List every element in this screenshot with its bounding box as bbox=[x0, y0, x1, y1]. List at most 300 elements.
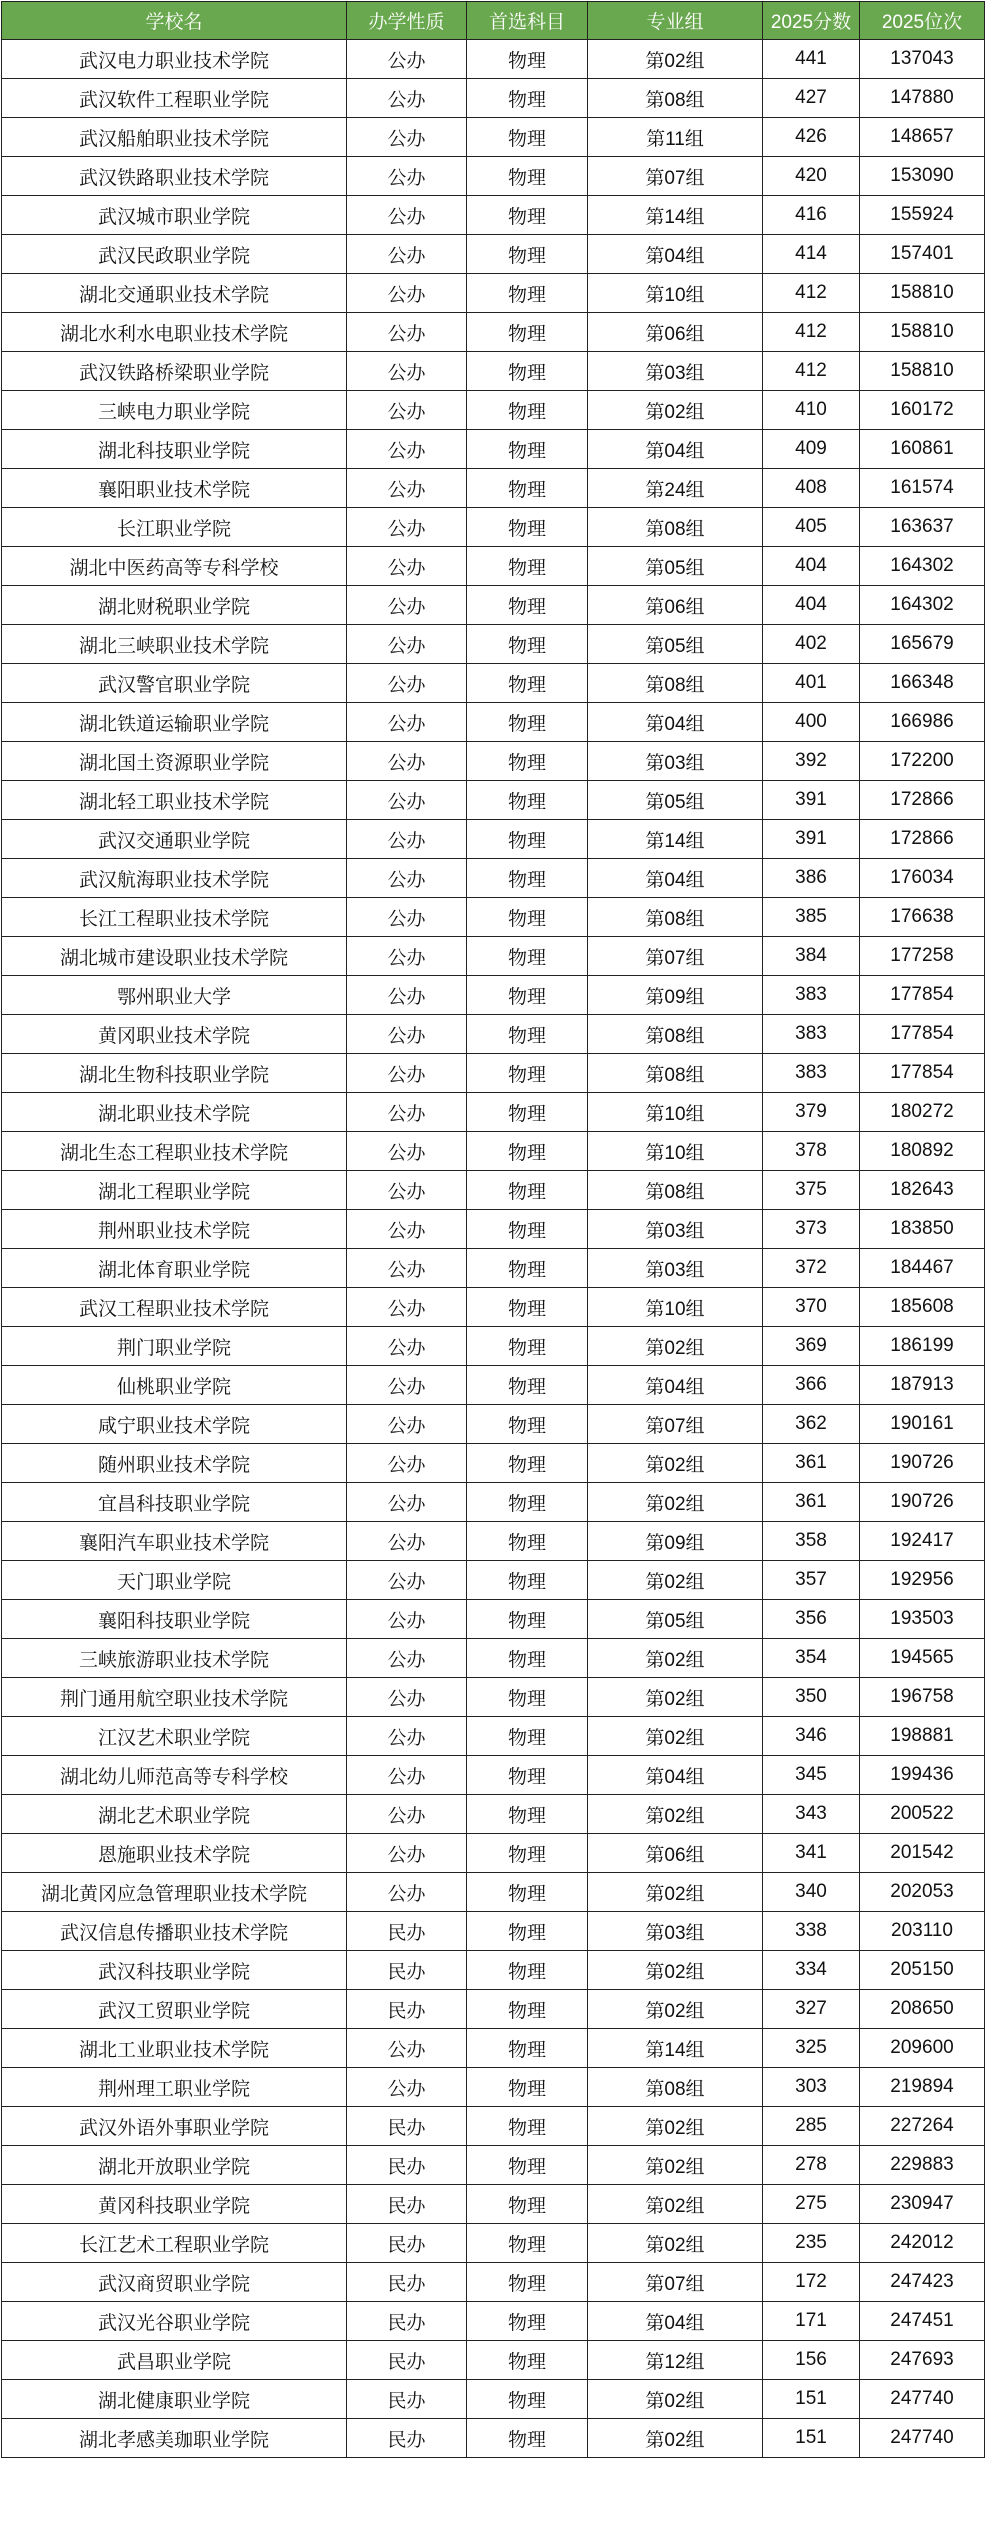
school-name-cell: 三峡旅游职业技术学院 bbox=[2, 1639, 347, 1678]
subject-cell: 物理 bbox=[467, 976, 588, 1015]
school-type-cell: 公办 bbox=[347, 1132, 467, 1171]
rank-cell: 229883 bbox=[860, 2146, 985, 2185]
score-cell: 346 bbox=[763, 1717, 860, 1756]
school-name-cell: 荆州职业技术学院 bbox=[2, 1210, 347, 1249]
major-group-cell: 第07组 bbox=[588, 1405, 763, 1444]
rank-cell: 177854 bbox=[860, 1054, 985, 1093]
major-group-cell: 第02组 bbox=[588, 2380, 763, 2419]
school-name-cell: 湖北工业职业技术学院 bbox=[2, 2029, 347, 2068]
major-group-cell: 第08组 bbox=[588, 2068, 763, 2107]
table-row bbox=[2, 2185, 985, 2224]
major-group-cell: 第02组 bbox=[588, 1561, 763, 1600]
school-type-cell: 公办 bbox=[347, 196, 467, 235]
major-group-cell: 第08组 bbox=[588, 508, 763, 547]
table-row bbox=[2, 1249, 985, 1288]
school-type-cell: 公办 bbox=[347, 1522, 467, 1561]
school-type-cell: 公办 bbox=[347, 2029, 467, 2068]
table-row bbox=[2, 1600, 985, 1639]
school-name-cell: 襄阳科技职业学院 bbox=[2, 1600, 347, 1639]
score-cell: 408 bbox=[763, 469, 860, 508]
subject-cell: 物理 bbox=[467, 937, 588, 976]
table-row bbox=[2, 2341, 985, 2380]
table-row bbox=[2, 391, 985, 430]
table-row bbox=[2, 430, 985, 469]
major-group-cell: 第05组 bbox=[588, 1600, 763, 1639]
table-row bbox=[2, 1132, 985, 1171]
subject-cell: 物理 bbox=[467, 1873, 588, 1912]
table-header-row bbox=[2, 2, 985, 40]
subject-cell: 物理 bbox=[467, 1132, 588, 1171]
school-name-cell: 三峡电力职业学院 bbox=[2, 391, 347, 430]
table-row bbox=[2, 859, 985, 898]
rank-cell: 205150 bbox=[860, 1951, 985, 1990]
table-row bbox=[2, 1327, 985, 1366]
rank-cell: 148657 bbox=[860, 118, 985, 157]
major-group-cell: 第11组 bbox=[588, 118, 763, 157]
major-group-cell: 第04组 bbox=[588, 703, 763, 742]
school-type-cell: 民办 bbox=[347, 2107, 467, 2146]
school-type-cell: 公办 bbox=[347, 1249, 467, 1288]
subject-cell: 物理 bbox=[467, 2419, 588, 2458]
major-group-cell: 第08组 bbox=[588, 1171, 763, 1210]
school-name-cell: 武汉警官职业学院 bbox=[2, 664, 347, 703]
table-row bbox=[2, 352, 985, 391]
school-type-cell: 公办 bbox=[347, 742, 467, 781]
rank-cell: 153090 bbox=[860, 157, 985, 196]
major-group-cell: 第02组 bbox=[588, 2146, 763, 2185]
score-cell: 441 bbox=[763, 40, 860, 79]
school-type-cell: 公办 bbox=[347, 898, 467, 937]
table-body bbox=[2, 40, 985, 2458]
school-type-cell: 公办 bbox=[347, 313, 467, 352]
major-group-cell: 第02组 bbox=[588, 1327, 763, 1366]
rank-cell: 177854 bbox=[860, 1015, 985, 1054]
school-name-cell: 襄阳汽车职业技术学院 bbox=[2, 1522, 347, 1561]
major-group-cell: 第02组 bbox=[588, 2224, 763, 2263]
school-name-cell: 湖北职业技术学院 bbox=[2, 1093, 347, 1132]
score-cell: 356 bbox=[763, 1600, 860, 1639]
school-type-cell: 民办 bbox=[347, 2224, 467, 2263]
table-row bbox=[2, 1522, 985, 1561]
header-rank: 2025位次 bbox=[860, 2, 985, 40]
subject-cell: 物理 bbox=[467, 1951, 588, 1990]
rank-cell: 192417 bbox=[860, 1522, 985, 1561]
score-cell: 402 bbox=[763, 625, 860, 664]
table-row bbox=[2, 1639, 985, 1678]
school-type-cell: 公办 bbox=[347, 1678, 467, 1717]
school-type-cell: 公办 bbox=[347, 1834, 467, 1873]
school-name-cell: 湖北水利水电职业技术学院 bbox=[2, 313, 347, 352]
school-type-cell: 公办 bbox=[347, 1366, 467, 1405]
school-type-cell: 公办 bbox=[347, 976, 467, 1015]
school-type-cell: 公办 bbox=[347, 820, 467, 859]
major-group-cell: 第03组 bbox=[588, 1210, 763, 1249]
major-group-cell: 第10组 bbox=[588, 1093, 763, 1132]
school-type-cell: 公办 bbox=[347, 586, 467, 625]
score-cell: 410 bbox=[763, 391, 860, 430]
major-group-cell: 第04组 bbox=[588, 859, 763, 898]
score-cell: 361 bbox=[763, 1483, 860, 1522]
score-cell: 357 bbox=[763, 1561, 860, 1600]
rank-cell: 158810 bbox=[860, 352, 985, 391]
major-group-cell: 第07组 bbox=[588, 157, 763, 196]
score-cell: 426 bbox=[763, 118, 860, 157]
subject-cell: 物理 bbox=[467, 430, 588, 469]
major-group-cell: 第02组 bbox=[588, 391, 763, 430]
school-name-cell: 湖北科技职业学院 bbox=[2, 430, 347, 469]
table-row bbox=[2, 1405, 985, 1444]
school-name-cell: 湖北艺术职业学院 bbox=[2, 1795, 347, 1834]
table-row bbox=[2, 1717, 985, 1756]
school-type-cell: 公办 bbox=[347, 430, 467, 469]
school-type-cell: 民办 bbox=[347, 2146, 467, 2185]
rank-cell: 177854 bbox=[860, 976, 985, 1015]
table-row bbox=[2, 976, 985, 1015]
school-type-cell: 民办 bbox=[347, 2341, 467, 2380]
table-row bbox=[2, 2263, 985, 2302]
school-name-cell: 江汉艺术职业学院 bbox=[2, 1717, 347, 1756]
score-cell: 338 bbox=[763, 1912, 860, 1951]
school-name-cell: 武汉铁路职业技术学院 bbox=[2, 157, 347, 196]
rank-cell: 196758 bbox=[860, 1678, 985, 1717]
school-name-cell: 长江艺术工程职业学院 bbox=[2, 2224, 347, 2263]
subject-cell: 物理 bbox=[467, 508, 588, 547]
school-name-cell: 随州职业技术学院 bbox=[2, 1444, 347, 1483]
school-type-cell: 公办 bbox=[347, 2068, 467, 2107]
subject-cell: 物理 bbox=[467, 2263, 588, 2302]
score-cell: 275 bbox=[763, 2185, 860, 2224]
rank-cell: 158810 bbox=[860, 274, 985, 313]
school-name-cell: 咸宁职业技术学院 bbox=[2, 1405, 347, 1444]
school-type-cell: 公办 bbox=[347, 1483, 467, 1522]
major-group-cell: 第04组 bbox=[588, 430, 763, 469]
school-type-cell: 公办 bbox=[347, 1015, 467, 1054]
school-type-cell: 公办 bbox=[347, 40, 467, 79]
table-row bbox=[2, 2029, 985, 2068]
school-type-cell: 公办 bbox=[347, 859, 467, 898]
rank-cell: 182643 bbox=[860, 1171, 985, 1210]
table-row bbox=[2, 118, 985, 157]
school-name-cell: 黄冈职业技术学院 bbox=[2, 1015, 347, 1054]
rank-cell: 180892 bbox=[860, 1132, 985, 1171]
school-name-cell: 荆门通用航空职业技术学院 bbox=[2, 1678, 347, 1717]
subject-cell: 物理 bbox=[467, 1093, 588, 1132]
rank-cell: 247740 bbox=[860, 2419, 985, 2458]
school-type-cell: 民办 bbox=[347, 2302, 467, 2341]
score-cell: 383 bbox=[763, 1015, 860, 1054]
school-name-cell: 武汉工贸职业学院 bbox=[2, 1990, 347, 2029]
subject-cell: 物理 bbox=[467, 1561, 588, 1600]
rank-cell: 208650 bbox=[860, 1990, 985, 2029]
subject-cell: 物理 bbox=[467, 1717, 588, 1756]
subject-cell: 物理 bbox=[467, 1639, 588, 1678]
subject-cell: 物理 bbox=[467, 469, 588, 508]
major-group-cell: 第04组 bbox=[588, 1366, 763, 1405]
table-row bbox=[2, 1756, 985, 1795]
school-type-cell: 公办 bbox=[347, 1873, 467, 1912]
rank-cell: 203110 bbox=[860, 1912, 985, 1951]
major-group-cell: 第08组 bbox=[588, 664, 763, 703]
score-cell: 383 bbox=[763, 1054, 860, 1093]
rank-cell: 247740 bbox=[860, 2380, 985, 2419]
rank-cell: 247423 bbox=[860, 2263, 985, 2302]
major-group-cell: 第10组 bbox=[588, 274, 763, 313]
rank-cell: 227264 bbox=[860, 2107, 985, 2146]
major-group-cell: 第24组 bbox=[588, 469, 763, 508]
rank-cell: 161574 bbox=[860, 469, 985, 508]
score-cell: 171 bbox=[763, 2302, 860, 2341]
school-type-cell: 公办 bbox=[347, 1405, 467, 1444]
school-type-cell: 公办 bbox=[347, 118, 467, 157]
table-row bbox=[2, 2224, 985, 2263]
school-type-cell: 公办 bbox=[347, 937, 467, 976]
school-type-cell: 公办 bbox=[347, 1600, 467, 1639]
score-cell: 427 bbox=[763, 79, 860, 118]
subject-cell: 物理 bbox=[467, 1015, 588, 1054]
school-type-cell: 公办 bbox=[347, 781, 467, 820]
table-row bbox=[2, 469, 985, 508]
subject-cell: 物理 bbox=[467, 274, 588, 313]
school-type-cell: 公办 bbox=[347, 157, 467, 196]
score-cell: 409 bbox=[763, 430, 860, 469]
score-cell: 379 bbox=[763, 1093, 860, 1132]
major-group-cell: 第06组 bbox=[588, 586, 763, 625]
score-cell: 358 bbox=[763, 1522, 860, 1561]
subject-cell: 物理 bbox=[467, 820, 588, 859]
subject-cell: 物理 bbox=[467, 586, 588, 625]
subject-cell: 物理 bbox=[467, 352, 588, 391]
subject-cell: 物理 bbox=[467, 1678, 588, 1717]
table-row bbox=[2, 2068, 985, 2107]
school-type-cell: 民办 bbox=[347, 1990, 467, 2029]
score-cell: 392 bbox=[763, 742, 860, 781]
major-group-cell: 第03组 bbox=[588, 352, 763, 391]
major-group-cell: 第02组 bbox=[588, 2107, 763, 2146]
school-name-cell: 湖北三峡职业技术学院 bbox=[2, 625, 347, 664]
school-name-cell: 荆门职业学院 bbox=[2, 1327, 347, 1366]
subject-cell: 物理 bbox=[467, 703, 588, 742]
score-cell: 341 bbox=[763, 1834, 860, 1873]
table-row bbox=[2, 274, 985, 313]
score-cell: 345 bbox=[763, 1756, 860, 1795]
school-name-cell: 武汉科技职业学院 bbox=[2, 1951, 347, 1990]
subject-cell: 物理 bbox=[467, 2029, 588, 2068]
rank-cell: 219894 bbox=[860, 2068, 985, 2107]
subject-cell: 物理 bbox=[467, 2302, 588, 2341]
school-name-cell: 湖北国土资源职业学院 bbox=[2, 742, 347, 781]
subject-cell: 物理 bbox=[467, 1444, 588, 1483]
table-row bbox=[2, 1795, 985, 1834]
school-name-cell: 湖北铁道运输职业学院 bbox=[2, 703, 347, 742]
rank-cell: 137043 bbox=[860, 40, 985, 79]
major-group-cell: 第09组 bbox=[588, 976, 763, 1015]
school-name-cell: 武汉铁路桥梁职业学院 bbox=[2, 352, 347, 391]
major-group-cell: 第02组 bbox=[588, 1795, 763, 1834]
major-group-cell: 第02组 bbox=[588, 1717, 763, 1756]
subject-cell: 物理 bbox=[467, 1171, 588, 1210]
subject-cell: 物理 bbox=[467, 2185, 588, 2224]
table-row bbox=[2, 937, 985, 976]
major-group-cell: 第08组 bbox=[588, 898, 763, 937]
school-name-cell: 黄冈科技职业学院 bbox=[2, 2185, 347, 2224]
school-name-cell: 湖北孝感美珈职业学院 bbox=[2, 2419, 347, 2458]
score-cell: 384 bbox=[763, 937, 860, 976]
table-row bbox=[2, 1678, 985, 1717]
score-cell: 378 bbox=[763, 1132, 860, 1171]
major-group-cell: 第02组 bbox=[588, 1990, 763, 2029]
rank-cell: 160172 bbox=[860, 391, 985, 430]
major-group-cell: 第02组 bbox=[588, 2419, 763, 2458]
major-group-cell: 第02组 bbox=[588, 1483, 763, 1522]
subject-cell: 物理 bbox=[467, 664, 588, 703]
rank-cell: 183850 bbox=[860, 1210, 985, 1249]
subject-cell: 物理 bbox=[467, 2107, 588, 2146]
header-school-name: 学校名 bbox=[2, 2, 347, 40]
school-type-cell: 公办 bbox=[347, 703, 467, 742]
table-row bbox=[2, 1951, 985, 1990]
score-cell: 400 bbox=[763, 703, 860, 742]
school-type-cell: 公办 bbox=[347, 1756, 467, 1795]
table-row bbox=[2, 196, 985, 235]
subject-cell: 物理 bbox=[467, 1834, 588, 1873]
major-group-cell: 第05组 bbox=[588, 547, 763, 586]
table-row bbox=[2, 1171, 985, 1210]
school-type-cell: 公办 bbox=[347, 274, 467, 313]
score-cell: 385 bbox=[763, 898, 860, 937]
subject-cell: 物理 bbox=[467, 742, 588, 781]
school-name-cell: 湖北生物科技职业学院 bbox=[2, 1054, 347, 1093]
rank-cell: 186199 bbox=[860, 1327, 985, 1366]
rank-cell: 165679 bbox=[860, 625, 985, 664]
table-row bbox=[2, 1444, 985, 1483]
school-type-cell: 公办 bbox=[347, 508, 467, 547]
subject-cell: 物理 bbox=[467, 1054, 588, 1093]
score-cell: 369 bbox=[763, 1327, 860, 1366]
table-row bbox=[2, 1210, 985, 1249]
school-name-cell: 武汉电力职业技术学院 bbox=[2, 40, 347, 79]
school-type-cell: 公办 bbox=[347, 1795, 467, 1834]
major-group-cell: 第14组 bbox=[588, 820, 763, 859]
score-cell: 334 bbox=[763, 1951, 860, 1990]
table-row bbox=[2, 1834, 985, 1873]
school-name-cell: 武汉交通职业学院 bbox=[2, 820, 347, 859]
major-group-cell: 第08组 bbox=[588, 79, 763, 118]
major-group-cell: 第02组 bbox=[588, 1873, 763, 1912]
school-name-cell: 武汉软件工程职业学院 bbox=[2, 79, 347, 118]
score-cell: 151 bbox=[763, 2419, 860, 2458]
major-group-cell: 第02组 bbox=[588, 1444, 763, 1483]
score-cell: 416 bbox=[763, 196, 860, 235]
table-row bbox=[2, 508, 985, 547]
school-type-cell: 公办 bbox=[347, 625, 467, 664]
score-cell: 362 bbox=[763, 1405, 860, 1444]
rank-cell: 193503 bbox=[860, 1600, 985, 1639]
rank-cell: 166986 bbox=[860, 703, 985, 742]
major-group-cell: 第05组 bbox=[588, 781, 763, 820]
school-type-cell: 公办 bbox=[347, 1288, 467, 1327]
score-cell: 404 bbox=[763, 586, 860, 625]
rank-cell: 242012 bbox=[860, 2224, 985, 2263]
rank-cell: 202053 bbox=[860, 1873, 985, 1912]
major-group-cell: 第06组 bbox=[588, 313, 763, 352]
header-major-group: 专业组 bbox=[588, 2, 763, 40]
school-name-cell: 武汉信息传播职业技术学院 bbox=[2, 1912, 347, 1951]
table-row bbox=[2, 1561, 985, 1600]
school-name-cell: 武汉商贸职业学院 bbox=[2, 2263, 347, 2302]
table-row bbox=[2, 781, 985, 820]
school-name-cell: 湖北黄冈应急管理职业技术学院 bbox=[2, 1873, 347, 1912]
rank-cell: 176034 bbox=[860, 859, 985, 898]
rank-cell: 190726 bbox=[860, 1483, 985, 1522]
header-score: 2025分数 bbox=[763, 2, 860, 40]
subject-cell: 物理 bbox=[467, 2341, 588, 2380]
major-group-cell: 第02组 bbox=[588, 1951, 763, 1990]
rank-cell: 198881 bbox=[860, 1717, 985, 1756]
score-cell: 303 bbox=[763, 2068, 860, 2107]
major-group-cell: 第02组 bbox=[588, 40, 763, 79]
school-name-cell: 湖北中医药高等专科学校 bbox=[2, 547, 347, 586]
school-type-cell: 公办 bbox=[347, 1093, 467, 1132]
school-name-cell: 武汉光谷职业学院 bbox=[2, 2302, 347, 2341]
school-name-cell: 湖北开放职业学院 bbox=[2, 2146, 347, 2185]
table-row bbox=[2, 586, 985, 625]
major-group-cell: 第12组 bbox=[588, 2341, 763, 2380]
major-group-cell: 第02组 bbox=[588, 2185, 763, 2224]
table-row bbox=[2, 2419, 985, 2458]
major-group-cell: 第03组 bbox=[588, 742, 763, 781]
school-name-cell: 湖北城市建设职业技术学院 bbox=[2, 937, 347, 976]
rank-cell: 187913 bbox=[860, 1366, 985, 1405]
subject-cell: 物理 bbox=[467, 2146, 588, 2185]
rank-cell: 176638 bbox=[860, 898, 985, 937]
subject-cell: 物理 bbox=[467, 547, 588, 586]
table-row bbox=[2, 79, 985, 118]
table-row bbox=[2, 235, 985, 274]
rank-cell: 172200 bbox=[860, 742, 985, 781]
school-name-cell: 武汉外语外事职业学院 bbox=[2, 2107, 347, 2146]
school-name-cell: 武汉航海职业技术学院 bbox=[2, 859, 347, 898]
rank-cell: 199436 bbox=[860, 1756, 985, 1795]
table-row bbox=[2, 2146, 985, 2185]
subject-cell: 物理 bbox=[467, 1522, 588, 1561]
major-group-cell: 第02组 bbox=[588, 1678, 763, 1717]
rank-cell: 190726 bbox=[860, 1444, 985, 1483]
table-row bbox=[2, 2380, 985, 2419]
major-group-cell: 第14组 bbox=[588, 2029, 763, 2068]
header-school-type: 办学性质 bbox=[347, 2, 467, 40]
subject-cell: 物理 bbox=[467, 1288, 588, 1327]
subject-cell: 物理 bbox=[467, 391, 588, 430]
subject-cell: 物理 bbox=[467, 157, 588, 196]
table-row bbox=[2, 664, 985, 703]
score-cell: 404 bbox=[763, 547, 860, 586]
school-name-cell: 武汉城市职业学院 bbox=[2, 196, 347, 235]
school-type-cell: 公办 bbox=[347, 1054, 467, 1093]
table-row bbox=[2, 313, 985, 352]
rank-cell: 185608 bbox=[860, 1288, 985, 1327]
subject-cell: 物理 bbox=[467, 79, 588, 118]
score-cell: 343 bbox=[763, 1795, 860, 1834]
school-type-cell: 公办 bbox=[347, 1210, 467, 1249]
score-cell: 354 bbox=[763, 1639, 860, 1678]
major-group-cell: 第08组 bbox=[588, 1015, 763, 1054]
subject-cell: 物理 bbox=[467, 898, 588, 937]
school-type-cell: 民办 bbox=[347, 1912, 467, 1951]
school-type-cell: 公办 bbox=[347, 1171, 467, 1210]
score-cell: 420 bbox=[763, 157, 860, 196]
subject-cell: 物理 bbox=[467, 1405, 588, 1444]
school-type-cell: 公办 bbox=[347, 664, 467, 703]
